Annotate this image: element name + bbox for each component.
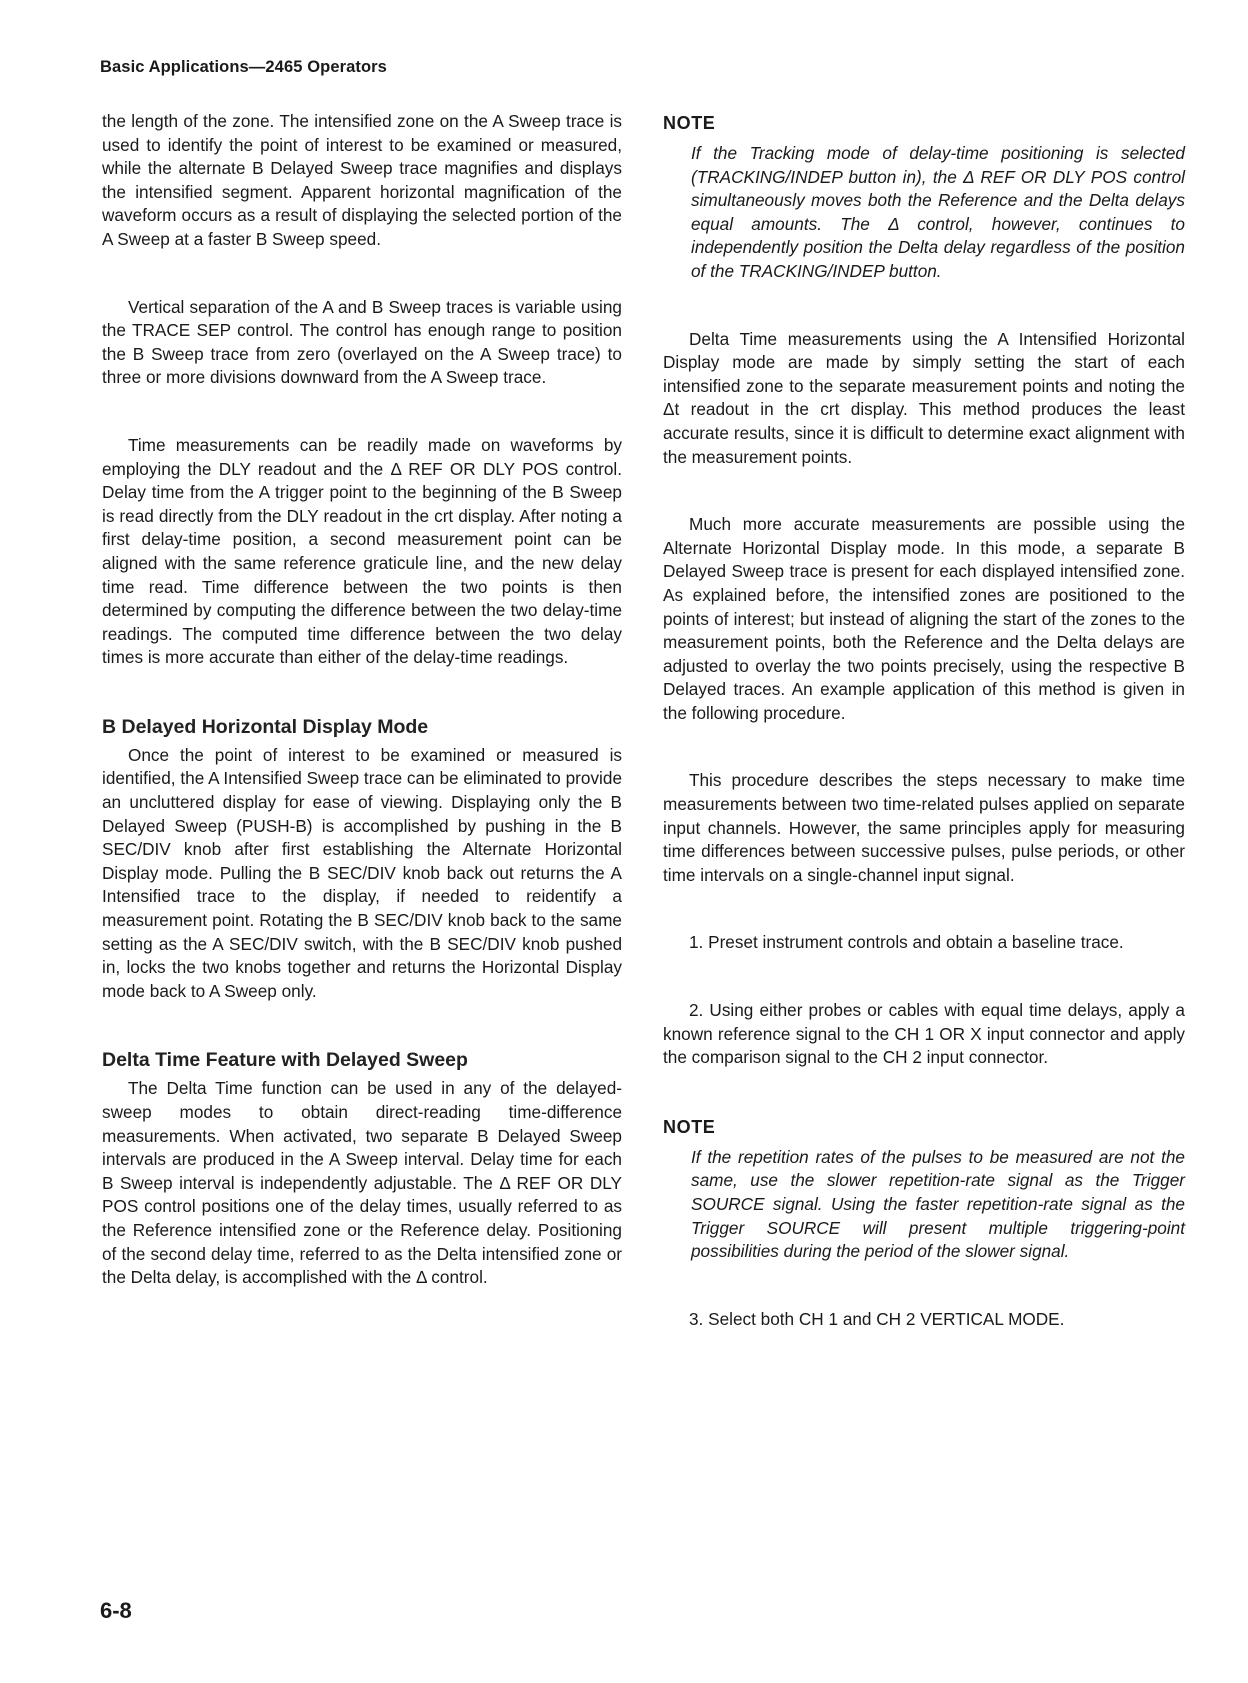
procedure-step-3: 3. Select both CH 1 and CH 2 VERTICAL MODE. <box>689 1308 1065 1329</box>
paragraph-zone-length: the length of the zone. The intensified zone on the A Sweep trace is used to identify the point of interest to be examined or measured, while the alternate B Delayed Sweep trace magnifies and displays the intensified segment. Apparent horizontal magnification of the waveform occurs as a result of displaying the selected portion of the A Sweep at a faster B Sweep speed. <box>102 111 622 249</box>
paragraph-time-measurements: Time measurements can be readily made on waveforms by employing the DLY readout and the Δ REF OR DLY POS control. Delay time from the A trigger point to the beginning of the B Sweep is read directly from the DLY readout in the crt display. After noting a first delay-time position, a second measurement point can be aligned with the same reference graticule line, and the new delay time read. Time difference between the two points is then determined by computing the difference between the two delay-time readings. The computed time difference between the two delay times is more accurate than either of the delay-time readings. <box>102 434 622 668</box>
note-title-repetition: NOTE <box>663 1116 716 1137</box>
note-title-tracking: NOTE <box>663 113 716 133</box>
paragraph-trace-separation: Vertical separation of the A and B Sweep traces is variable using the TRACE SEP control. The control has enough range to position the B Sweep trace from zero (overlayed on the A Sweep trace) to three or more divisions downward from the A Sweep trace. <box>102 296 622 388</box>
heading-delta-time-feature: Delta Time Feature with Delayed Sweep <box>102 1049 468 1072</box>
note-body-repetition: If the repetition rates of the pulses to be measured are not the same, use the slower repetition-rate signal as the Trigger SOURCE signal. Using the faster repetition-rate signal as the Trigger SOURCE will present multiple triggering-point possibilities during the period of the slower signal. <box>691 1146 1185 1262</box>
note-body-tracking: If the Tracking mode of delay-time positioning is selected (TRACKING/INDEP button in), the Δ REF OR DLY POS control simultaneously moves both the Reference and the Delta delays equal amounts. The Δ control, however, continues to independently position the Delta delay regardless of the position of the TRACKING/INDEP button. <box>691 143 1185 281</box>
right-column <box>663 110 1185 1331</box>
paragraph-alternate-mode: Much more accurate measurements are possible using the Alternate Horizontal Display mode. In this mode, a separate B Delayed Sweep trace is present for each displayed intensified zone. As explained before, the intensified zones are positioned to the points of interest; but instead of aligning the start of the zones to the measurement points, both the Reference and the Delta delays are adjusted to overlay the two points precisely, using the respective B Delayed traces. An example application of this method is given in the following procedure. <box>663 514 1185 723</box>
paragraph-intensified-delta: Delta Time measurements using the A Intensified Horizontal Display mode are made by simply setting the start of each intensified zone to the separate measurement points and noting the Δt readout in the crt display. This method produces the least accurate results, since it is difficult to determine exact alignment with the measurement points. <box>663 328 1185 467</box>
page-number: 6-8 <box>100 1598 132 1623</box>
paragraph-procedure-intro: This procedure describes the steps necessary to make time measurements between two time-related pulses applied on separate input channels. However, the same principles apply for measuring time differences between successive pulses, pulse periods, or other time intervals on a single-channel input signal. <box>663 770 1185 885</box>
heading-b-delayed-mode: B Delayed Horizontal Display Mode <box>102 715 429 738</box>
paragraph-delta-time: The Delta Time function can be used in any of the delayed-sweep modes to obtain direct-reading time-difference measurements. When activated, two separate B Delayed Sweep intervals are produced in the A Sweep interval. Delay time for each B Sweep interval is independently adjustable. The Δ REF OR DLY POS control positions one of the delay times, usually referred to as the Reference intensified zone or the Reference delay. Positioning of the second delay time, referred to as the Delta intensified zone or the Delta delay, is accomplished with the Δ control. <box>102 1078 622 1288</box>
procedure-step-2: 2. Using either probes or cables with equal time delays, apply a known reference signal to the CH 1 OR X input connector and apply the comparison signal to the CH 2 input connector. <box>663 1000 1185 1068</box>
paragraph-b-delayed: Once the point of interest to be examined or measured is identified, the A Intensified Sweep trace can be eliminated to provide an uncluttered display for ease of viewing. Displaying only the B Delayed Sweep (PUSH-B) is accomplished by pushing in the B SEC/DIV knob after first establishing the Alternate Horizontal Display mode. Pulling the B SEC/DIV knob back out returns the A Intensified trace to the display, if needed to reidentify a measurement point. Rotating the B SEC/DIV knob back to the same setting as the A SEC/DIV switch, with the B SEC/DIV knob pushed in, locks the two knobs together and returns the Horizontal Display mode back to A Sweep only. <box>102 744 622 1001</box>
left-column <box>102 110 622 1290</box>
procedure-step-1: 1. Preset instrument controls and obtain a baseline trace. <box>689 932 1124 953</box>
running-header: Basic Applications—2465 Operators <box>100 58 387 76</box>
